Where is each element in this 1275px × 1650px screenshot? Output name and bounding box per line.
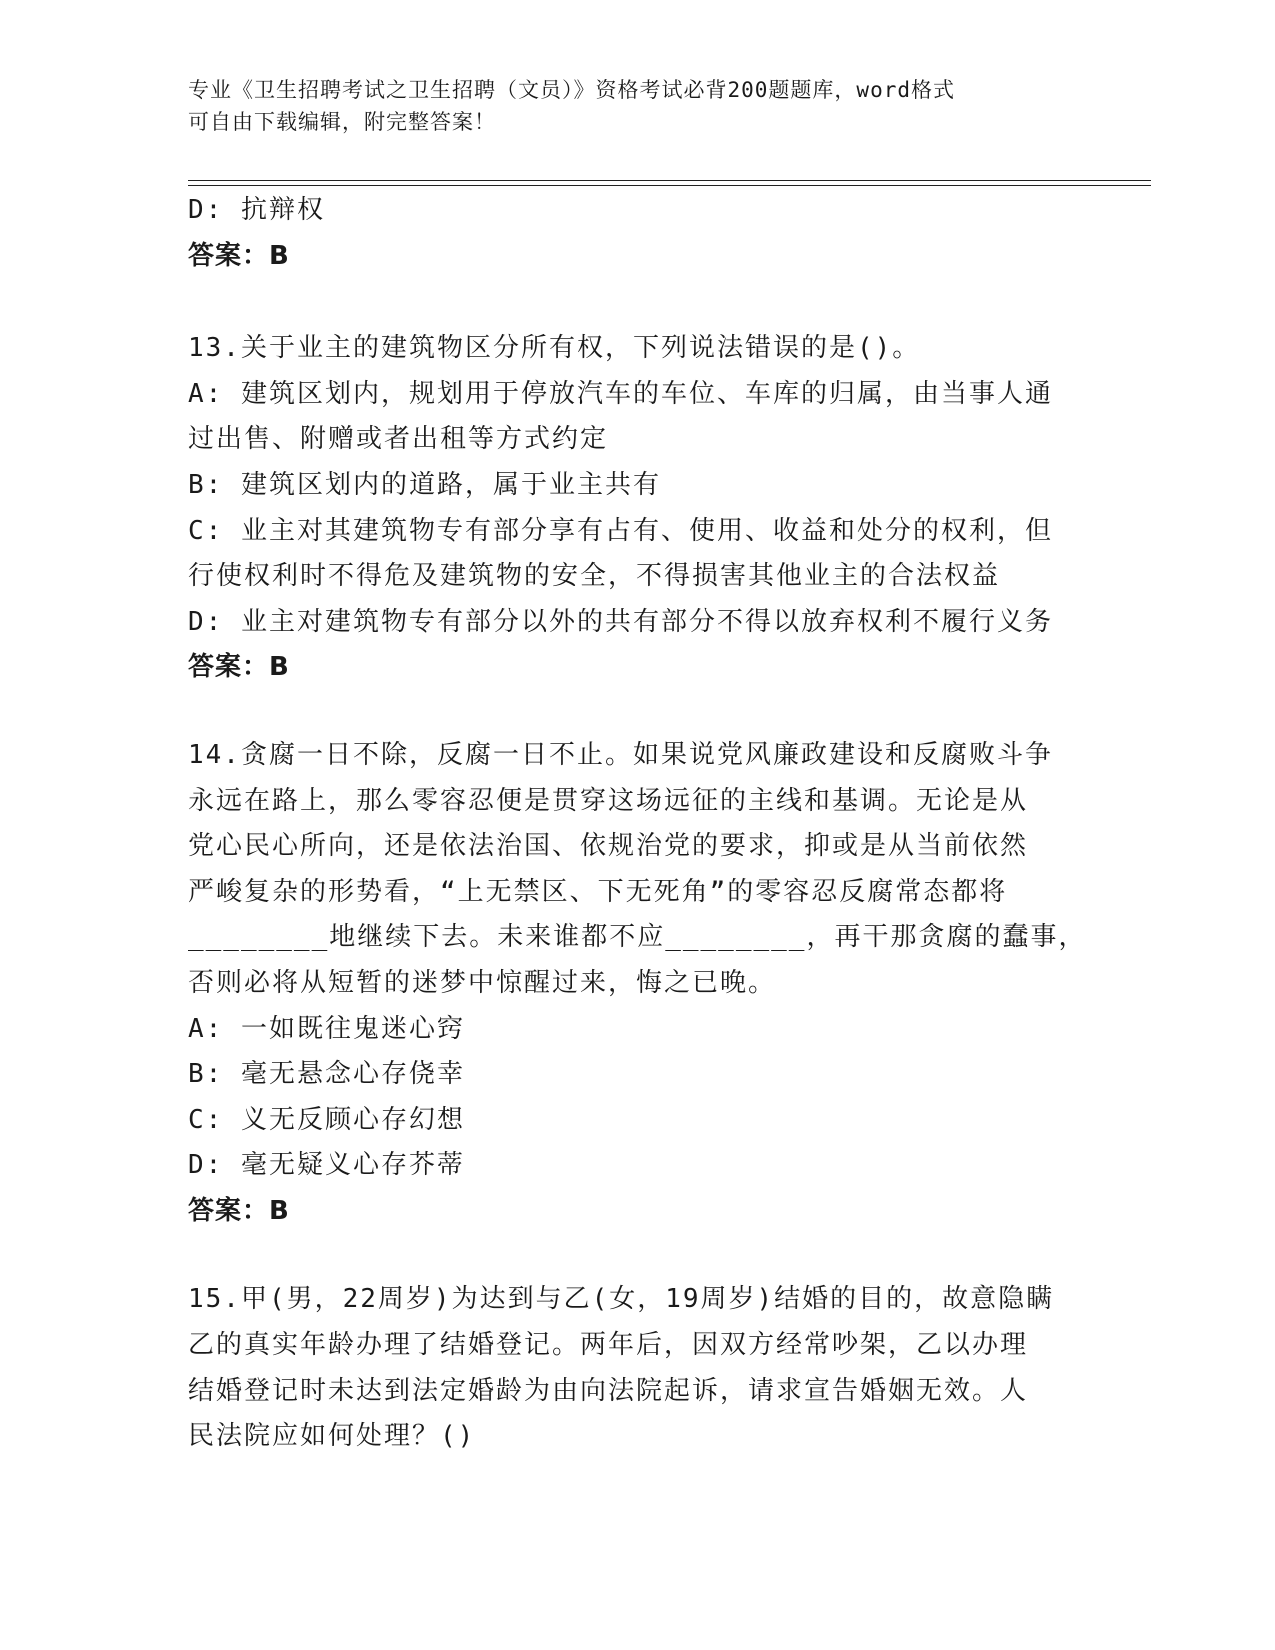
option-c-continued: 行使权利时不得危及建筑物的安全，不得损害其他业主的合法权益 [188, 561, 1001, 592]
header-title-line-1: 专业《卫生招聘考试之卫生招聘（文员）》资格考试必背200题题库，word格式 [188, 78, 955, 102]
question-stem-continued: 永远在路上，那么零容忍便是贯穿这场远征的主线和基调。无论是从 [188, 785, 1029, 816]
answer-label: 答案：B [188, 652, 290, 683]
header-divider-bottom [188, 185, 1151, 186]
option-d: D: 业主对建筑物专有部分以外的共有部分不得以放弃权利不履行义务 [188, 606, 1053, 637]
question-stem-continued: 民法院应如何处理？() [188, 1421, 476, 1452]
question-stem-continued: 严峻复杂的形势看，“上无禁区、下无死角”的零容忍反腐常态都将 [188, 876, 1008, 907]
option-c: C: 义无反顾心存幻想 [188, 1104, 465, 1135]
document-header [188, 74, 1088, 138]
question-stem-continued: 否则必将从短暂的迷梦中惊醒过来，悔之已晚。 [188, 967, 777, 998]
question-stem: 15.甲(男，22周岁)为达到与乙(女，19周岁)结婚的目的，故意隐瞒 [188, 1284, 1055, 1315]
option-a-continued: 过出售、附赠或者出租等方式约定 [188, 424, 609, 455]
answer-label: 答案：B [188, 240, 290, 271]
spacer [188, 691, 1088, 733]
spacer [188, 279, 1088, 326]
question-12-tail [188, 188, 1088, 279]
option-d: D: 抗辩权 [188, 195, 325, 225]
question-13 [188, 326, 1088, 691]
question-stem: 14.贪腐一日不除，反腐一日不止。如果说党风廉政建设和反腐败斗争 [188, 739, 1053, 770]
spacer [188, 1234, 1088, 1277]
question-stem-continued: 党心民心所向，还是依法治国、依规治党的要求，抑或是从当前依然 [188, 831, 1029, 862]
option-b: B: 建筑区划内的道路，属于业主共有 [188, 469, 661, 500]
option-a: A: 建筑区划内，规划用于停放汽车的车位、车库的归属，由当事人通 [188, 378, 1053, 409]
header-title-line-2: 可自由下载编辑，附完整答案！ [188, 110, 496, 134]
option-d: D: 毫无疑义心存芥蒂 [188, 1150, 465, 1181]
header-divider-top [188, 180, 1151, 181]
question-stem-continued: 结婚登记时未达到法定婚龄为由向法院起诉，请求宣告婚姻无效。人 [188, 1375, 1029, 1406]
option-b: B: 毫无悬念心存侥幸 [188, 1059, 465, 1090]
question-stem-continued: 乙的真实年龄办理了结婚登记。两年后，因双方经常吵架，乙以办理 [188, 1330, 1029, 1361]
option-a: A: 一如既往鬼迷心窍 [188, 1013, 465, 1044]
question-stem-continued: ________地继续下去。未来谁都不应________，再干那贪腐的蠢事， [188, 922, 1087, 953]
document-body [188, 188, 1088, 1460]
question-stem: 13.关于业主的建筑物区分所有权，下列说法错误的是()。 [188, 333, 921, 364]
answer-label: 答案：B [188, 1195, 290, 1226]
question-14 [188, 733, 1088, 1235]
option-c: C: 业主对其建筑物专有部分享有占有、使用、收益和处分的权利，但 [188, 515, 1053, 546]
question-15 [188, 1277, 1088, 1459]
